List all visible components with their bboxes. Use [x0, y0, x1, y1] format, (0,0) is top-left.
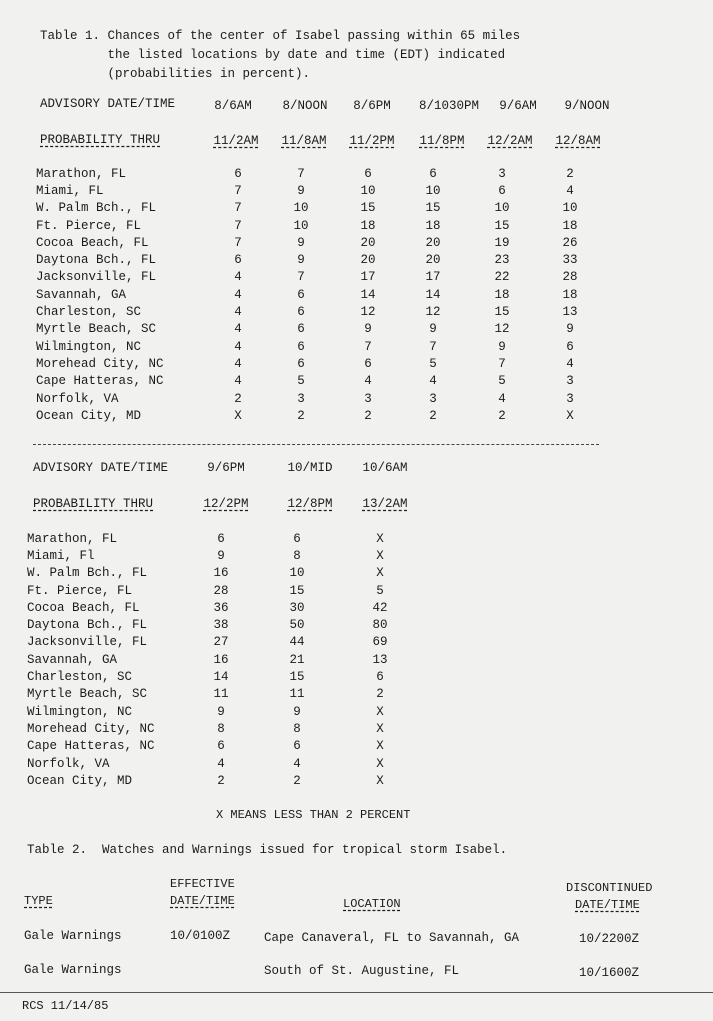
discontinued-header-top: DISCONTINUED [566, 881, 653, 895]
probability-value: 10 [425, 183, 441, 198]
probability-value: 6 [297, 339, 305, 354]
probability-value: 26 [562, 235, 578, 250]
probability-value: 20 [360, 235, 376, 250]
location-name: Charleston, SC [27, 670, 133, 685]
probability-value: 18 [562, 218, 578, 233]
probability-value: X [376, 548, 384, 563]
location-name: Jacksonville, FL [27, 635, 148, 650]
probability-value: 2 [217, 773, 225, 788]
probability-value: 7 [234, 201, 242, 216]
probability-value: 2 [364, 408, 372, 423]
table2-row1-location: Cape Canaveral, FL to Savannah, GA [264, 931, 520, 945]
probability-value: 15 [289, 583, 305, 598]
part1-row [36, 165, 602, 182]
location-name: Norfolk, VA [36, 391, 119, 406]
table1-caption: Table 1. Chances of the center of Isabel passing within 65 miles the listed locations by date and time (EDT) indicated (probabilities in percent). [40, 29, 521, 81]
probability-value: 7 [297, 270, 305, 285]
probability-value: 4 [566, 356, 574, 371]
probability-value: 5 [297, 374, 305, 389]
probability-value: X [376, 704, 384, 719]
probability-value: 4 [364, 374, 372, 389]
probability-value: 9 [429, 322, 437, 337]
probability-value: 11 [289, 687, 305, 702]
probability-value: 10 [360, 183, 376, 198]
part1-row [36, 217, 602, 234]
probability-value: 2 [297, 408, 305, 423]
probability-value: 6 [297, 356, 305, 371]
part2-row [27, 616, 420, 633]
table1-part2 [27, 530, 420, 789]
location-name: Marathon, FL [27, 531, 118, 546]
probability-value: 6 [234, 253, 242, 268]
location-name: Wilmington, NC [36, 339, 142, 354]
probability-value: 9 [293, 704, 301, 719]
location-name: W. Palm Bch., FL [27, 566, 148, 581]
probability-value: 4 [429, 374, 437, 389]
probability-value: 4 [498, 391, 506, 406]
table1-part1 [36, 165, 602, 424]
discontinued-header-bottom: DATE/TIME [575, 898, 640, 912]
part1-row [36, 182, 602, 199]
probability-value: 6 [293, 739, 301, 754]
probability-value: 20 [425, 253, 441, 268]
probability-value: 6 [297, 322, 305, 337]
probability-value: 3 [364, 391, 372, 406]
probability-value: 50 [289, 618, 305, 633]
probability-value: 9 [217, 704, 225, 719]
part1-row [36, 286, 602, 303]
advisory-label-1: ADVISORY DATE/TIME [40, 97, 176, 111]
part2-row [27, 599, 420, 616]
page-footer: RCS 11/14/85 [22, 999, 109, 1013]
part2-row [27, 668, 420, 685]
probability-value: 14 [360, 287, 376, 302]
probability-value: 30 [289, 600, 305, 615]
probability-value: 22 [494, 270, 510, 285]
probability-value: 15 [425, 201, 441, 216]
probability-value: 10 [293, 201, 309, 216]
part1-advisory-time-4: 8/1030PM [418, 99, 479, 113]
probability-value: 13 [562, 305, 578, 320]
probability-value: 8 [293, 548, 301, 563]
table2-row1-discontinued: 10/2200Z [579, 932, 640, 946]
location-name: Norfolk, VA [27, 756, 110, 771]
part1-probability-thru-6: 12/8AM [555, 134, 601, 148]
part2-probability-thru-1: 12/2PM [203, 497, 249, 511]
probability-value: 2 [498, 408, 506, 423]
probability-value: 36 [213, 600, 229, 615]
part1-advisory-time-1: 8/6AM [214, 99, 252, 113]
effective-header-bottom: DATE/TIME [170, 894, 235, 908]
location-name: Cocoa Beach, FL [27, 600, 140, 615]
probability-value: 6 [297, 305, 305, 320]
probability-value: 38 [213, 618, 229, 633]
probability-value: 4 [234, 322, 242, 337]
table2-row1-effective: 10/0100Z [170, 929, 231, 943]
probability-value: 18 [494, 287, 510, 302]
probability-value: 16 [213, 566, 229, 581]
location-name: Miami, Fl [27, 548, 95, 563]
probability-value: 7 [234, 218, 242, 233]
probability-value: 15 [289, 670, 305, 685]
probability-value: 4 [293, 756, 301, 771]
probability-value: 9 [498, 339, 506, 354]
probability-value: 4 [234, 339, 242, 354]
part1-row [36, 338, 602, 355]
probability-value: 7 [364, 339, 372, 354]
part2-probability-thru-3: 13/2AM [362, 497, 408, 511]
probability-value: 6 [364, 356, 372, 371]
probability-value: 9 [364, 322, 372, 337]
probability-value: X [376, 756, 384, 771]
probability-value: X [376, 721, 384, 736]
probability-value: 15 [494, 305, 510, 320]
probability-value: 6 [566, 339, 574, 354]
location-name: Morehead City, NC [27, 721, 155, 736]
table2-row2-type: Gale Warnings [24, 963, 122, 977]
section-divider [33, 444, 599, 445]
part2-row [27, 720, 420, 737]
probability-value: 11 [213, 687, 229, 702]
part1-row [36, 390, 602, 407]
part2-row [27, 686, 420, 703]
probability-value: 69 [372, 635, 388, 650]
probability-value: 6 [297, 287, 305, 302]
probability-value: 9 [566, 322, 574, 337]
probability-value: 13 [372, 652, 388, 667]
location-name: Savannah, GA [36, 287, 127, 302]
probability-value: 4 [234, 270, 242, 285]
probability-value: 16 [213, 652, 229, 667]
location-name: Cape Hatteras, NC [36, 374, 164, 389]
probability-value: 18 [360, 218, 376, 233]
part1-row [36, 373, 602, 390]
probability-value: 20 [425, 235, 441, 250]
probability-value: 7 [498, 356, 506, 371]
probability-value: 9 [297, 235, 305, 250]
part2-row [27, 582, 420, 599]
probability-value: 6 [376, 670, 384, 685]
table2-caption: Table 2. Watches and Warnings issued for tropical storm Isabel. [27, 843, 508, 857]
probability-value: 15 [494, 218, 510, 233]
part2-row [27, 738, 420, 755]
part2-row [27, 634, 420, 651]
probability-value: 3 [297, 391, 305, 406]
location-name: Daytona Bch., FL [36, 253, 157, 268]
part1-row [36, 251, 602, 268]
probability-value: 3 [429, 391, 437, 406]
probability-value: 3 [566, 374, 574, 389]
location-name: Miami, FL [36, 183, 104, 198]
location-name: W. Palm Bch., FL [36, 201, 157, 216]
location-name: Charleston, SC [36, 305, 142, 320]
probability-value: 3 [566, 391, 574, 406]
location-name: Wilmington, NC [27, 704, 133, 719]
location-name: Ocean City, MD [27, 773, 133, 788]
probability-value: 14 [425, 287, 441, 302]
part2-row [27, 755, 420, 772]
part1-advisory-time-5: 9/6AM [499, 99, 537, 113]
probability-value: 6 [429, 166, 437, 181]
probability-value: 8 [217, 721, 225, 736]
probability-value: 44 [289, 635, 305, 650]
part2-row [27, 772, 420, 789]
probability-value: 7 [297, 166, 305, 181]
probability-value: 5 [498, 374, 506, 389]
table2-row2-discontinued: 10/1600Z [579, 966, 640, 980]
probability-value: X [376, 566, 384, 581]
probability-value: X [376, 773, 384, 788]
probability-value: 8 [293, 721, 301, 736]
probability-value: 5 [376, 583, 384, 598]
location-header: LOCATION [343, 897, 401, 911]
location-name: Myrtle Beach, SC [36, 322, 157, 337]
location-name: Morehead City, NC [36, 356, 164, 371]
bottom-rule [0, 992, 713, 993]
location-name: Jacksonville, FL [36, 270, 157, 285]
part1-advisory-time-2: 8/NOON [282, 99, 328, 113]
part1-probability-thru-2: 11/8AM [281, 134, 327, 148]
part1-row [36, 269, 602, 286]
probability-value: 7 [234, 183, 242, 198]
probability-value: 18 [425, 218, 441, 233]
part2-row [27, 703, 420, 720]
location-name: Cocoa Beach, FL [36, 235, 149, 250]
probability-value: 6 [234, 166, 242, 181]
probability-value: 5 [429, 356, 437, 371]
type-header: TYPE [24, 894, 53, 908]
probability-value: 10 [293, 218, 309, 233]
location-name: Ft. Pierce, FL [27, 583, 133, 598]
probability-value: 9 [297, 253, 305, 268]
part1-row [36, 303, 602, 320]
probability-value: 4 [234, 287, 242, 302]
location-name: Daytona Bch., FL [27, 618, 148, 633]
probability-value: 10 [494, 201, 510, 216]
probability-value: X [376, 531, 384, 546]
location-name: Cape Hatteras, NC [27, 739, 155, 754]
probability-value: 7 [429, 339, 437, 354]
probability-value: 80 [372, 618, 388, 633]
advisory-label-2: ADVISORY DATE/TIME [33, 461, 169, 475]
location-name: Ocean City, MD [36, 408, 142, 423]
probability-value: 2 [376, 687, 384, 702]
part2-advisory-time-3: 10/6AM [362, 461, 408, 475]
probability-value: 7 [234, 235, 242, 250]
part1-probability-thru-5: 12/2AM [487, 134, 533, 148]
part2-probability-thru-2: 12/8PM [287, 497, 333, 511]
probability-value: 2 [429, 408, 437, 423]
probability-value: 2 [234, 391, 242, 406]
probability-value: 17 [360, 270, 376, 285]
location-name: Myrtle Beach, SC [27, 687, 148, 702]
effective-header-top: EFFECTIVE [170, 877, 235, 891]
probability-value: 18 [562, 287, 578, 302]
part2-row [27, 651, 420, 668]
part2-row [27, 565, 420, 582]
probability-value: 21 [289, 652, 305, 667]
probability-value: X [376, 739, 384, 754]
probability-value: 4 [217, 756, 225, 771]
probability-value: 6 [498, 183, 506, 198]
probability-value: 6 [217, 531, 225, 546]
part1-row [36, 355, 602, 372]
probability-value: 6 [364, 166, 372, 181]
probability-value: 10 [562, 201, 578, 216]
probability-value: 6 [293, 531, 301, 546]
probability-value: 4 [234, 305, 242, 320]
probability-value: X [566, 408, 574, 423]
probability-value: 4 [234, 374, 242, 389]
probability-value: 4 [234, 356, 242, 371]
probability-value: 23 [494, 253, 510, 268]
probability-value: 9 [297, 183, 305, 198]
probability-value: 19 [494, 235, 510, 250]
part1-row [36, 407, 602, 424]
part2-advisory-time-2: 10/MID [287, 461, 333, 475]
part1-advisory-time-6: 9/NOON [564, 99, 610, 113]
table2-row2-location: South of St. Augustine, FL [264, 964, 460, 978]
probability-value: 4 [566, 183, 574, 198]
probability-label-2: PROBABILITY THRU [33, 497, 154, 511]
probability-value: 6 [217, 739, 225, 754]
part1-probability-thru-4: 11/8PM [419, 134, 465, 148]
probability-value: 12 [425, 305, 441, 320]
probability-value: 42 [372, 600, 388, 615]
probability-value: 2 [293, 773, 301, 788]
probability-value: 10 [289, 566, 305, 581]
probability-value: 12 [360, 305, 376, 320]
part1-advisory-time-3: 8/6PM [353, 99, 391, 113]
probability-value: 12 [494, 322, 510, 337]
probability-value: 17 [425, 270, 441, 285]
probability-value: 27 [213, 635, 229, 650]
probability-value: 15 [360, 201, 376, 216]
location-name: Ft. Pierce, FL [36, 218, 142, 233]
location-name: Savannah, GA [27, 652, 118, 667]
probability-value: 28 [562, 270, 578, 285]
probability-value: X [234, 408, 242, 423]
table2-row1-type: Gale Warnings [24, 929, 122, 943]
part2-row [27, 530, 420, 547]
part1-probability-thru-3: 11/2PM [349, 134, 395, 148]
probability-value: 28 [213, 583, 229, 598]
part2-row [27, 547, 420, 564]
footnote: X MEANS LESS THAN 2 PERCENT [216, 808, 411, 822]
probability-value: 9 [217, 548, 225, 563]
location-name: Marathon, FL [36, 166, 127, 181]
part1-row [36, 234, 602, 251]
part1-row [36, 200, 602, 217]
probability-value: 3 [498, 166, 506, 181]
probability-value: 33 [562, 253, 578, 268]
probability-label-1: PROBABILITY THRU [40, 133, 161, 147]
part2-advisory-time-1: 9/6PM [207, 461, 245, 475]
probability-value: 14 [213, 670, 229, 685]
part1-row [36, 321, 602, 338]
part1-probability-thru-1: 11/2AM [213, 134, 259, 148]
probability-value: 2 [566, 166, 574, 181]
probability-value: 20 [360, 253, 376, 268]
